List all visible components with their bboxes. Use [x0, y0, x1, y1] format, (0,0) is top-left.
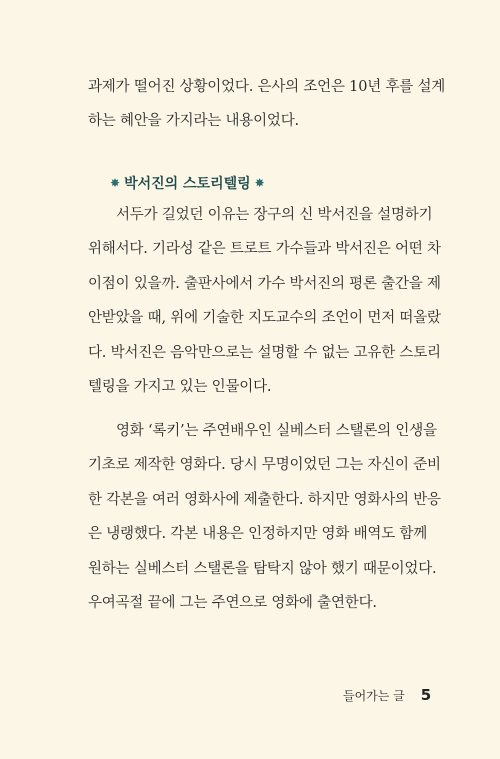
- text-line: 서두가 길었던 이유는 장구의 신 박서진을 설명하기: [116, 207, 433, 223]
- star-bullet-icon: ✸: [110, 176, 121, 190]
- text-line: 하는 혜안을 가지라는 내용이었다.: [88, 113, 299, 130]
- page-footer: [343, 686, 431, 704]
- text-line: 다. 박서진은 음악만으로는 설명할 수 없는 고유한 스토리: [88, 344, 441, 361]
- star-bullet-icon: ✸: [254, 176, 265, 190]
- running-footer-title: 들어가는 글: [343, 689, 405, 703]
- intro-paragraph: [88, 70, 448, 139]
- text-line: 이점이 있을까. 출판사에서 가수 박서진의 평론 출간을 제: [88, 275, 441, 292]
- text-line: 기초로 제작한 영화다. 당시 무명이었던 그는 자신이 준비: [88, 457, 441, 474]
- text-line: 과제가 떨어진 상황이었다. 은사의 조언은 10년 후를 설계: [88, 79, 446, 95]
- text-line: 안받았을 때, 위에 기술한 지도교수의 조언이 먼저 떠올랐: [88, 310, 441, 327]
- text-line: 우여곡절 끝에 그는 주연으로 영화에 출연한다.: [88, 595, 377, 612]
- body-paragraph-2: [88, 414, 448, 620]
- text-line: 한 각본을 여러 영화사에 제출한다. 하지만 영화사의 반응: [88, 491, 441, 508]
- text-line: 텔링을 가지고 있는 인물이다.: [88, 379, 272, 396]
- section-heading: [110, 168, 265, 198]
- section-heading-text: 박서진의 스토리텔링: [124, 176, 251, 192]
- text-line: 원하는 실베스터 스탤론을 탐탁지 않아 했기 때문이었다.: [88, 560, 437, 577]
- page-number: 5: [420, 686, 432, 704]
- body-paragraph-1: [88, 198, 448, 404]
- text-line: 영화 ‘록키’는 주연배우인 실베스터 스탤론의 인생을: [116, 423, 437, 439]
- text-line: 위해서다. 기라성 같은 트로트 가수들과 박서진은 어떤 차: [88, 241, 441, 258]
- text-line: 은 냉랭했다. 각본 내용은 인정하지만 영화 배역도 함께: [88, 526, 428, 543]
